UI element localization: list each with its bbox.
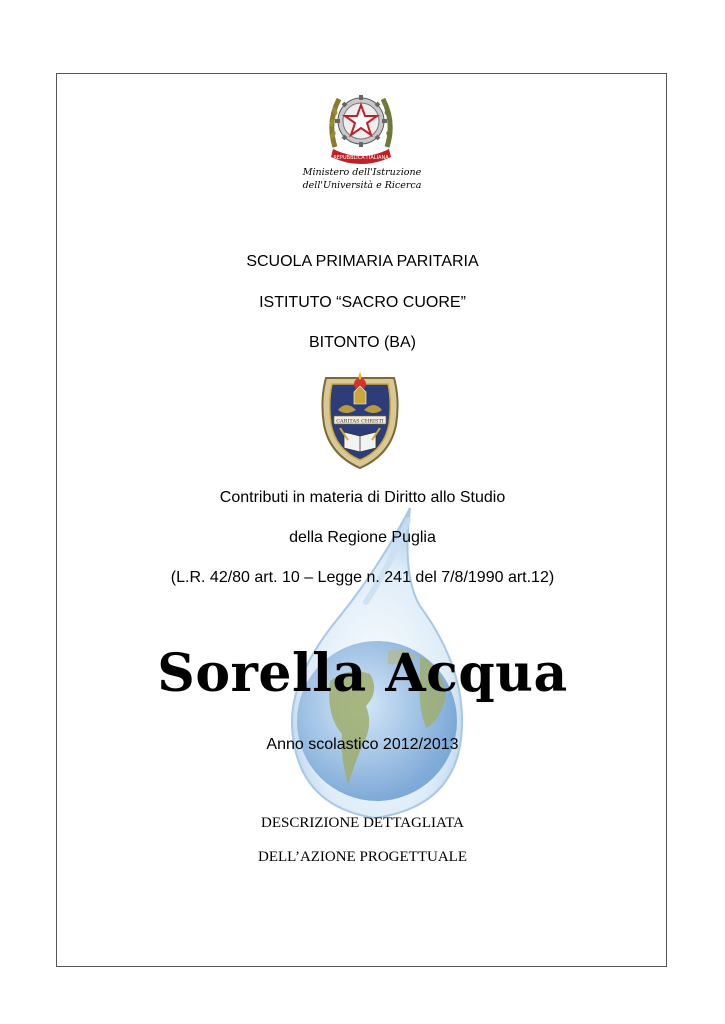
emblem-ribbon-text: REPUBBLICA ITALIANA xyxy=(333,155,389,161)
funding-line-3: (L.R. 42/80 art. 10 – Legge n. 241 del 7/8/1990 art.12) xyxy=(170,569,555,586)
funding-line-2: della Regione Puglia xyxy=(289,529,436,546)
school-year: Anno scolastico 2012/2013 xyxy=(266,736,459,753)
funding-line-1: Contributi in materia di Diritto allo Studio xyxy=(219,489,506,506)
crest-motto: CARITAS CHRISTI xyxy=(336,418,384,425)
project-title: Sorella Acqua xyxy=(157,643,568,704)
ministry-line-2: dell'Università e Ricerca xyxy=(302,180,422,191)
ministry-line-1: Ministero dell'Istruzione xyxy=(302,167,422,178)
italian-republic-emblem xyxy=(325,87,397,165)
school-type: SCUOLA PRIMARIA PARITARIA xyxy=(246,253,479,270)
description-line-2: DELL’AZIONE PROGETTUALE xyxy=(258,849,467,865)
school-city: BITONTO (BA) xyxy=(309,334,416,351)
ministry-name xyxy=(280,166,444,192)
school-name: ISTITUTO “SACRO CUORE” xyxy=(259,294,466,311)
school-crest xyxy=(316,370,404,470)
description-line-1: DESCRIZIONE DETTAGLIATA xyxy=(261,815,464,831)
